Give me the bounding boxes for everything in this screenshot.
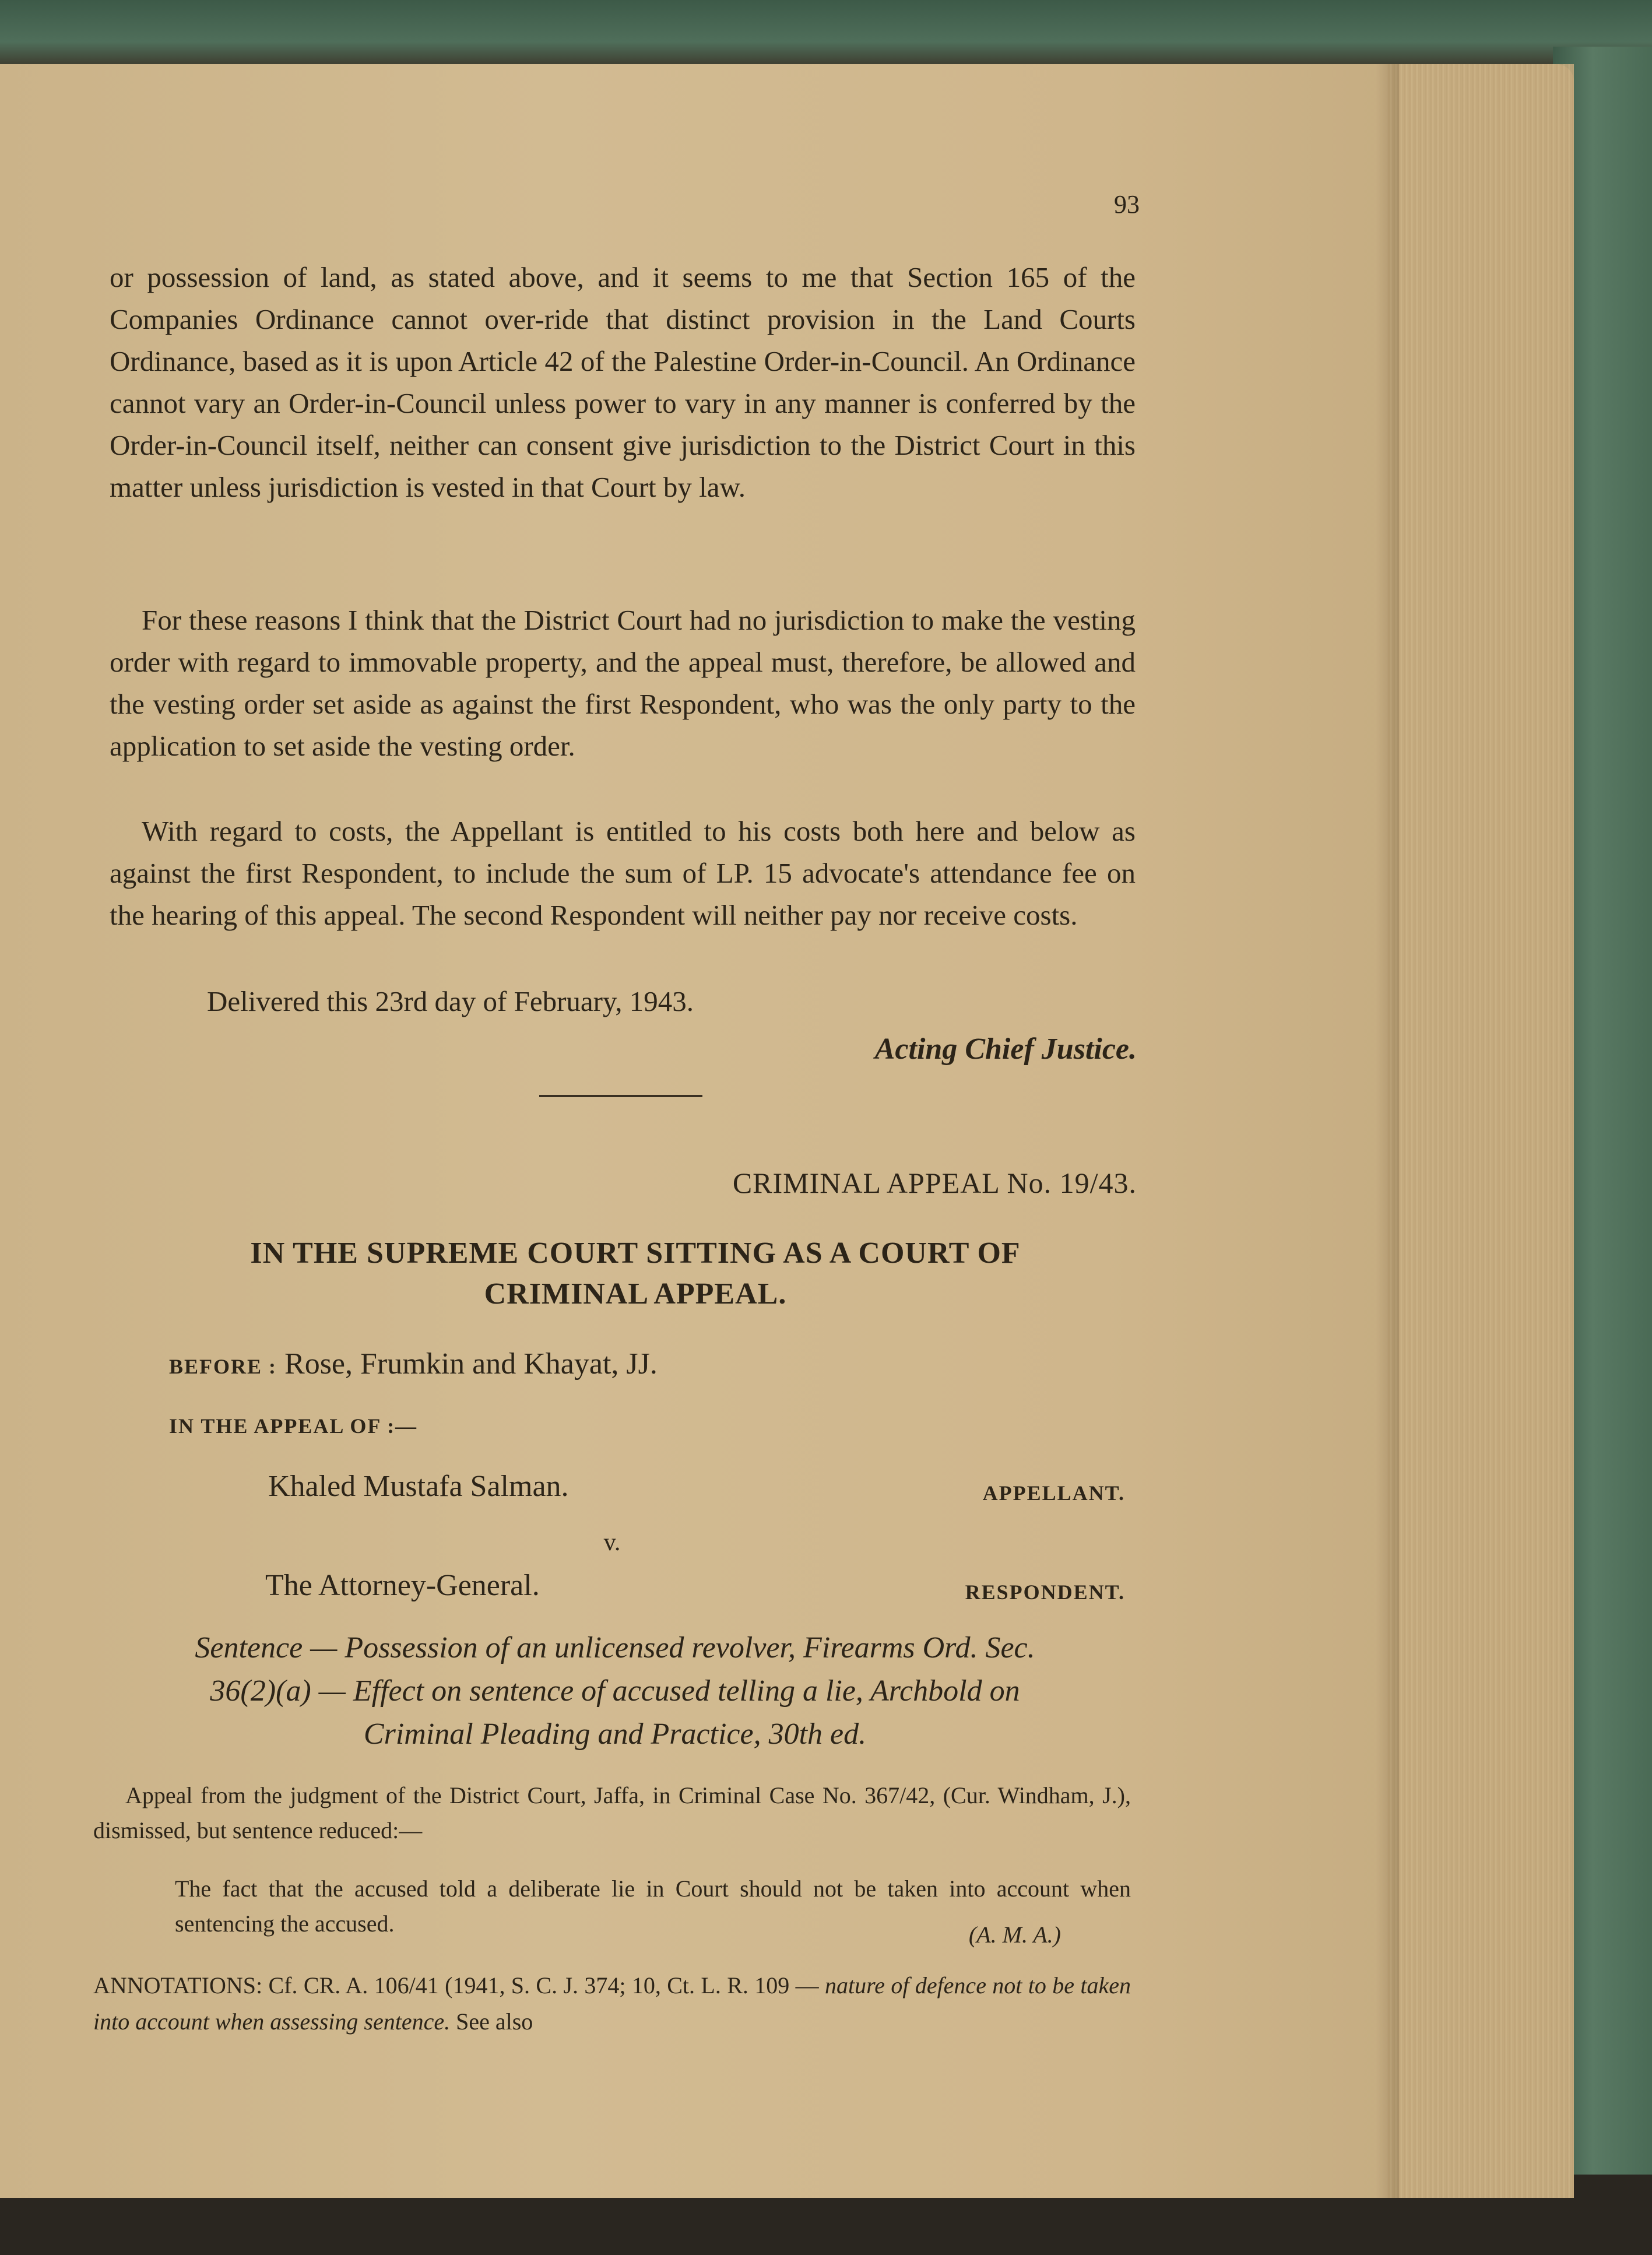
appellant-role: APPELLANT. [982, 1481, 1125, 1505]
court-heading-line: IN THE SUPREME COURT SITTING AS A COURT OF [250, 1237, 1021, 1270]
delivery-date [207, 981, 906, 1023]
paragraph: For these reasons I think that the District Court had no jurisdiction to make the vesting order with regard to immovable property, and the appeal must, therefore, be allowed and the vesting order set aside as against the first Respondent, who was the only party to the application to set aside the vesting order. [110, 604, 1136, 762]
appeal-from [93, 1778, 1131, 1848]
headnote-line: 36(2)(a) — Effect on sentence of accused telling a lie, Archbold on [210, 1674, 1020, 1708]
annotations-label: ANNOTATIONS: [93, 1972, 263, 1998]
case-number: CRIMINAL APPEAL No. 19/43. [732, 1167, 1137, 1199]
section-divider [539, 1095, 702, 1097]
respondent-name: The Attorney-General. [265, 1569, 540, 1602]
respondent-role: RESPONDENT. [965, 1580, 1125, 1604]
headnote-line: Criminal Pleading and Practice, 30th ed. [363, 1717, 867, 1751]
appeal-from-text: Appeal from the judgment of the District Court, Jaffa, in Criminal Case No. 367/42, (Cur. Windham, J.), dismissed, but sentence reduced:— [93, 1782, 1131, 1843]
headnote-line: Sentence — Possession of an unlicensed revolver, Firearms Ord. Sec. [195, 1631, 1035, 1664]
appellant-name: Khaled Mustafa Salman. [268, 1470, 569, 1503]
page-number: 93 [1114, 190, 1140, 219]
headnote [96, 1627, 1134, 1756]
paragraph-costs [110, 810, 1136, 936]
paragraph: or possession of land, as stated above, and it seems to me that Section 165 of the Companies Ordinance cannot over-ride that distinct provision in the Land Courts Ordinance, based as it is upon Article 42 of the Palestine Order-in-Council. An Ordinance cannot vary an Order-in-Council unless power to vary in any manner is conferred by the Order-in-Council itself, neither can consent give jurisdiction to the District Court in this matter unless jurisdiction is vested in that Court by law. [110, 261, 1136, 503]
annotations-note: nature of defence not to be taken into account when assessing sentence. [93, 1972, 1131, 2035]
paragraph-reasons [110, 599, 1136, 767]
annotations-tail: See also [456, 2008, 533, 2035]
signature: Acting Chief Justice. [874, 1032, 1137, 1066]
in-appeal-label: IN THE APPEAL OF :— [169, 1414, 418, 1438]
bench [169, 1347, 985, 1381]
versus: v. [603, 1529, 621, 1556]
reporter-initials: (A. M. A.) [968, 1922, 1061, 1948]
annotations-reference: Cf. CR. A. 106/41 (1941, S. C. J. 374; 10, Ct. L. R. 109 — [268, 1972, 819, 1998]
paragraph: With regard to costs, the Appellant is entitled to his costs both here and below as against the first Respondent, to include the sum of LP. 15 advocate's attendance fee on the hearing of this appeal. The second Respondent will neither pay nor receive costs. [110, 815, 1136, 931]
before-label: BEFORE : [169, 1355, 277, 1378]
annotations [93, 1968, 1131, 2040]
paragraph: Delivered this 23rd day of February, 1943. [207, 985, 694, 1017]
judges: Rose, Frumkin and Khayat, JJ. [284, 1347, 658, 1381]
court-heading [140, 1233, 1131, 1315]
paragraph-continuation [110, 257, 1136, 508]
court-heading-line: CRIMINAL APPEAL. [484, 1277, 787, 1311]
holding-text: The fact that the accused told a deliberate lie in Court should not be taken into account when sentencing the accused. [175, 1875, 1131, 1937]
